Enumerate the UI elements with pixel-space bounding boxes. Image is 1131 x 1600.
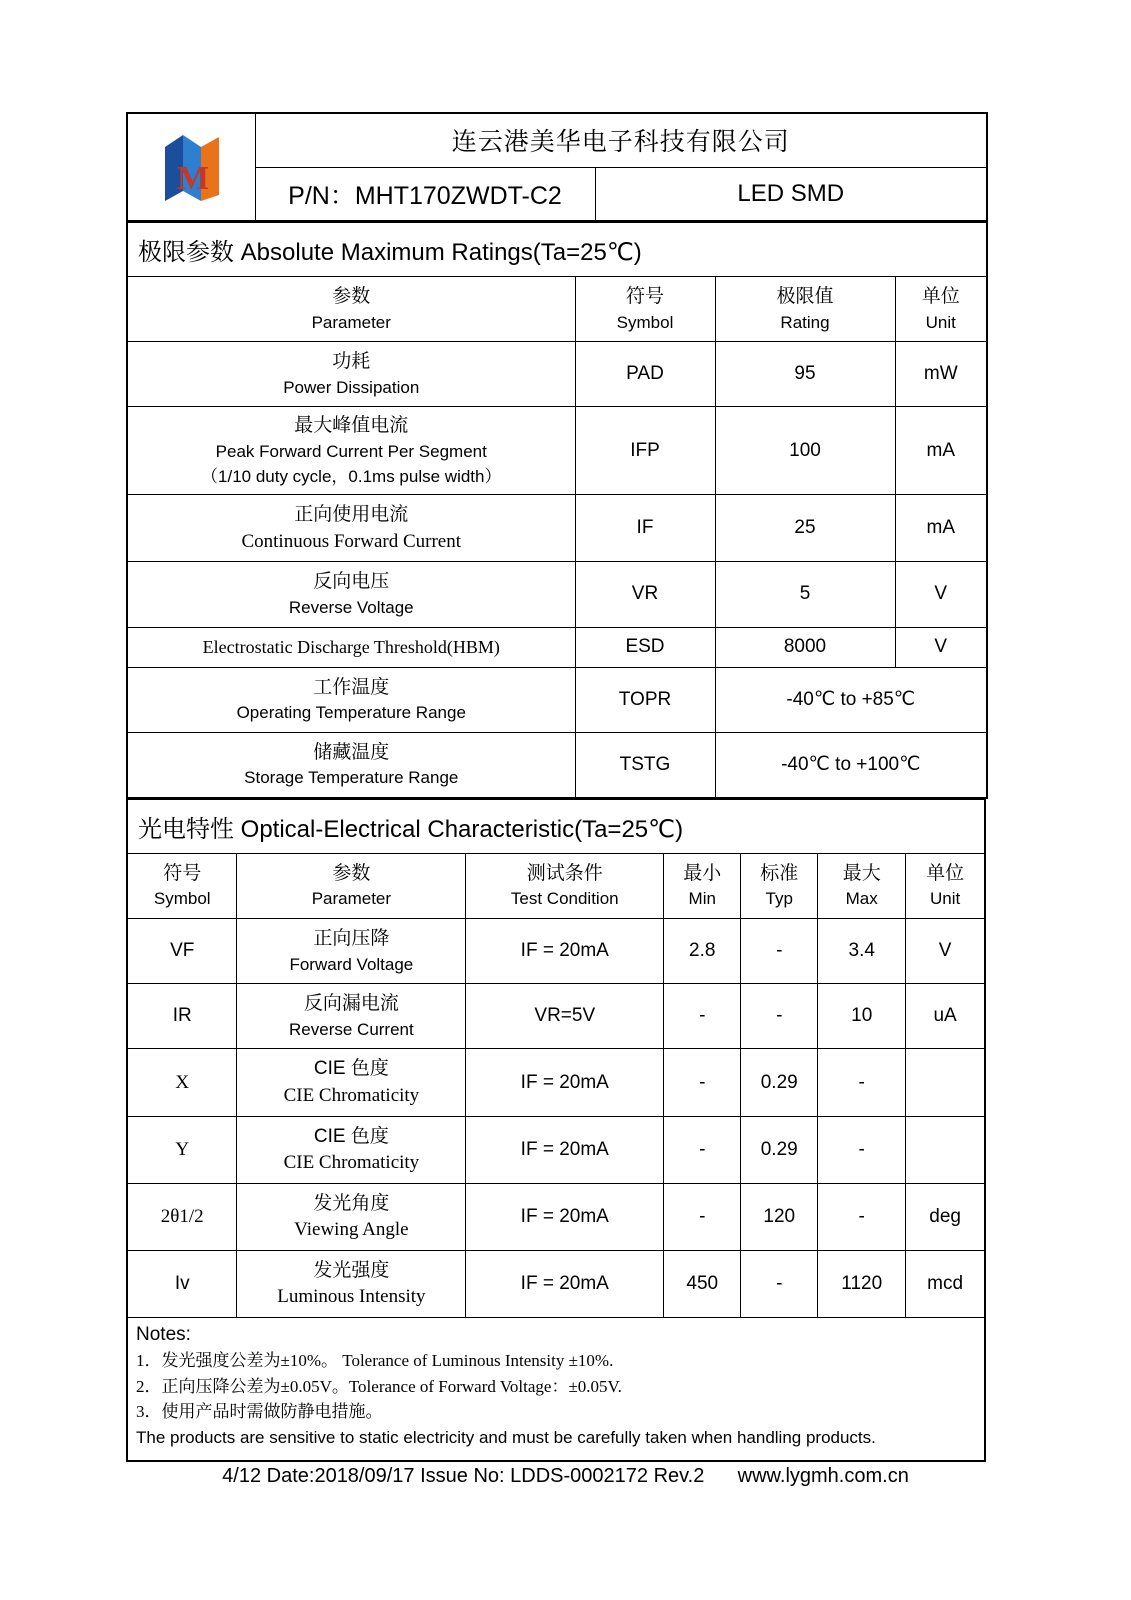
param-cn: CIE 色度 (313, 1125, 389, 1147)
col-min-en: Min (688, 889, 716, 909)
param-en: Electrostatic Discharge Threshold(HBM) (127, 627, 575, 667)
abs-max-section-title: 极限参数 Absolute Maximum Ratings(Ta=25℃) (127, 223, 987, 277)
param-cn: 反向电压 (313, 571, 390, 593)
param-cn: 发光角度 (313, 1192, 390, 1214)
table-row (127, 627, 987, 667)
col-unit-en: Unit (929, 889, 961, 909)
unit-value (906, 1116, 985, 1183)
company-logo (127, 113, 255, 221)
rating-value: 100 (715, 407, 895, 495)
min-value: - (664, 984, 741, 1049)
col-symbol-en: Symbol (616, 312, 674, 332)
col-unit-cn: 单位 (921, 286, 960, 307)
unit-value: mcd (906, 1250, 985, 1317)
unit-value: V (895, 562, 987, 627)
rating-value: -40℃ to +100℃ (715, 732, 987, 798)
notes-line-2: 2．正向压降公差为±0.05V。Tolerance of Forward Voltage：±0.05V. (136, 1376, 622, 1396)
notes-title: Notes: (136, 1324, 191, 1346)
min-value: - (664, 1116, 741, 1183)
param-cn: 正向使用电流 (294, 504, 409, 526)
company-name: 连云港美华电子科技有限公司 (255, 113, 987, 167)
param-cn: 储藏温度 (313, 741, 390, 763)
symbol-value: Y (127, 1116, 237, 1183)
col-parameter-en: Parameter (311, 889, 392, 909)
param-en: Continuous Forward Current (241, 530, 462, 552)
col-parameter-en: Parameter (311, 312, 391, 332)
part-number: P/N：MHT170ZWDT-C2 (255, 167, 595, 221)
col-typ-cn: 标准 (760, 862, 799, 884)
symbol-value: ESD (575, 627, 715, 667)
table-row (127, 1250, 985, 1317)
param-en: Viewing Angle (294, 1219, 409, 1241)
typ-value: 120 (741, 1183, 818, 1250)
min-value: - (664, 1183, 741, 1250)
param-cn: 正向压降 (313, 928, 390, 950)
table-row (127, 407, 987, 495)
condition-value: IF = 20mA (466, 1250, 664, 1317)
col-max-en: Max (845, 889, 878, 909)
table-header-row (127, 277, 987, 342)
param-en: CIE Chromaticity (283, 1085, 420, 1107)
symbol-value: IFP (575, 407, 715, 495)
notes-line-4: The products are sensitive to static electricity and must be carefully taken when handling products. (136, 1427, 876, 1447)
condition-value: IF = 20mA (466, 1183, 664, 1250)
param-cn: 反向漏电流 (303, 993, 399, 1015)
unit-value (906, 1049, 985, 1116)
col-unit-cn: 单位 (926, 862, 965, 884)
absolute-maximum-ratings-table (126, 222, 988, 799)
param-cn: CIE 色度 (313, 1058, 389, 1080)
col-symbol-cn: 符号 (625, 286, 664, 307)
product-type: LED SMD (595, 167, 987, 221)
unit-value: uA (906, 984, 985, 1049)
max-value: - (818, 1116, 906, 1183)
max-value: - (818, 1183, 906, 1250)
symbol-value: X (127, 1049, 237, 1116)
col-symbol-en: Symbol (153, 889, 211, 909)
optical-section-title: 光电特性 Optical-Electrical Characteristic(Ta=25℃) (127, 799, 985, 853)
col-parameter-cn: 参数 (332, 286, 371, 307)
symbol-value: IR (127, 984, 237, 1049)
typ-value: 0.29 (741, 1116, 818, 1183)
symbol-value: VR (575, 562, 715, 627)
param-en: Luminous Intensity (277, 1286, 426, 1308)
symbol-value: Iv (127, 1250, 237, 1317)
rating-value: 95 (715, 342, 895, 407)
table-row (127, 667, 987, 732)
footer-text: 4/12 Date:2018/09/17 Issue No: LDDS-0002172 Rev.2 www.lygmh.com.cn (222, 1465, 909, 1487)
col-max-cn: 最大 (842, 862, 881, 884)
notes-block (127, 1318, 985, 1462)
typ-value: - (741, 1250, 818, 1317)
param-en: Operating Temperature Range (236, 703, 466, 723)
col-rating-cn: 极限值 (776, 286, 834, 307)
param-en: Power Dissipation (283, 377, 420, 397)
symbol-value: TOPR (575, 667, 715, 732)
max-value: 3.4 (818, 919, 906, 984)
min-value: 450 (664, 1250, 741, 1317)
rating-value: 8000 (715, 627, 895, 667)
table-row (127, 495, 987, 562)
optical-electrical-table (126, 799, 986, 1462)
param-en: Peak Forward Current Per Segment (215, 441, 487, 461)
condition-value: IF = 20mA (466, 919, 664, 984)
col-rating-en: Rating (780, 312, 830, 332)
table-row (127, 1049, 985, 1116)
symbol-value: PAD (575, 342, 715, 407)
symbol-value: 2θ1/2 (127, 1183, 237, 1250)
condition-value: VR=5V (466, 984, 664, 1049)
param-cn: 功耗 (332, 351, 371, 373)
rating-value: 5 (715, 562, 895, 627)
unit-value: V (895, 627, 987, 667)
condition-value: IF = 20mA (466, 1049, 664, 1116)
page-footer (0, 1465, 1131, 1488)
col-condition-cn: 测试条件 (526, 862, 603, 884)
param-en: Reverse Current (289, 1019, 414, 1039)
svg-text:M: M (177, 160, 210, 197)
table-header-row (127, 853, 985, 918)
symbol-value: VF (127, 919, 237, 984)
table-row (127, 1116, 985, 1183)
param-cn: 发光强度 (313, 1259, 390, 1281)
table-row (127, 984, 985, 1049)
table-row (127, 732, 987, 798)
symbol-value: IF (575, 495, 715, 562)
param-en: Reverse Voltage (288, 597, 414, 617)
param-en: CIE Chromaticity (283, 1152, 420, 1174)
max-value: - (818, 1049, 906, 1116)
col-parameter-cn: 参数 (332, 862, 371, 884)
table-row (127, 342, 987, 407)
col-typ-en: Typ (765, 889, 793, 909)
unit-value: V (906, 919, 985, 984)
param-en: Storage Temperature Range (244, 768, 459, 788)
table-row (127, 562, 987, 627)
max-value: 10 (818, 984, 906, 1049)
notes-line-3: 3．使用产品时需做防静电措施。 (136, 1402, 383, 1422)
max-value: 1120 (818, 1250, 906, 1317)
col-min-cn: 最小 (683, 862, 722, 884)
typ-value: 0.29 (741, 1049, 818, 1116)
table-row (127, 1183, 985, 1250)
table-row (127, 919, 985, 984)
unit-value: mW (895, 342, 987, 407)
min-value: - (664, 1049, 741, 1116)
param-cn: 工作温度 (313, 676, 390, 698)
param-cn: 最大峰值电流 (294, 415, 409, 437)
rating-value: 25 (715, 495, 895, 562)
datasheet-page (126, 112, 986, 1462)
logo-icon (149, 125, 233, 209)
condition-value: IF = 20mA (466, 1116, 664, 1183)
header-table (126, 112, 988, 222)
rating-value: -40℃ to +85℃ (715, 667, 987, 732)
unit-value: mA (895, 407, 987, 495)
symbol-value: TSTG (575, 732, 715, 798)
min-value: 2.8 (664, 919, 741, 984)
typ-value: - (741, 919, 818, 984)
col-symbol-cn: 符号 (163, 862, 202, 884)
col-condition-en: Test Condition (510, 889, 619, 909)
param-en-extra: （1/10 duty cycle，0.1ms pulse width） (201, 466, 502, 486)
notes-line-1: 1．发光强度公差为±10%。 Tolerance of Luminous Intensity ±10%. (136, 1351, 614, 1371)
unit-value: deg (906, 1183, 985, 1250)
unit-value: mA (895, 495, 987, 562)
typ-value: - (741, 984, 818, 1049)
col-unit-en: Unit (925, 312, 956, 332)
param-en: Forward Voltage (289, 954, 414, 974)
